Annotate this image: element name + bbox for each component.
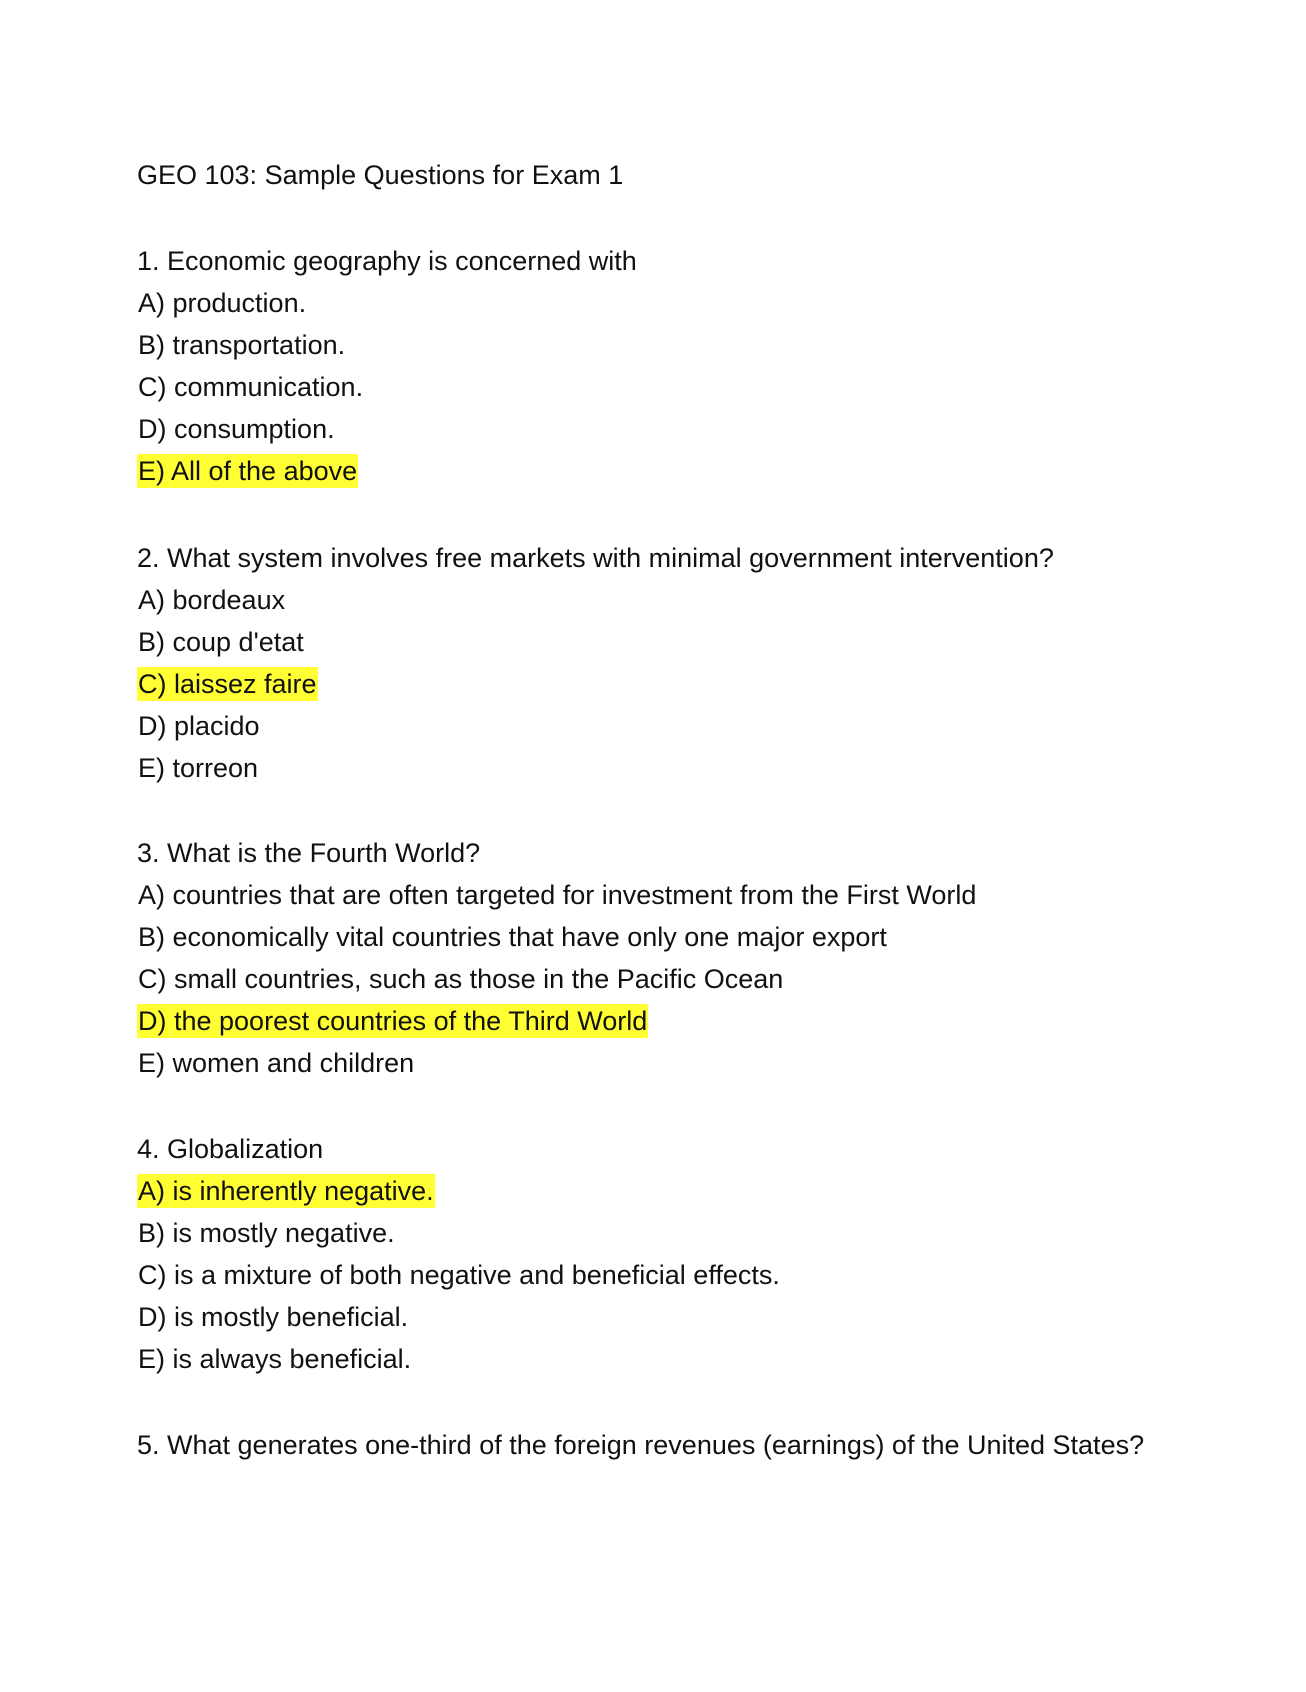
question-stem: 5. What generates one-third of the foreign revenues (earnings) of the United States? xyxy=(137,1430,1145,1460)
question-2 xyxy=(137,537,1197,789)
answer-options xyxy=(137,1170,1197,1380)
answer-option-text: B) economically vital countries that have only one major export xyxy=(138,922,887,952)
answer-option xyxy=(137,747,1197,789)
answer-option-text: C) is a mixture of both negative and beneficial effects. xyxy=(138,1260,780,1290)
answer-option xyxy=(137,282,1197,324)
answer-option-text: B) coup d'etat xyxy=(138,627,304,657)
answer-option xyxy=(137,1042,1197,1084)
answer-option xyxy=(137,1212,1197,1254)
question-stem: 2. What system involves free markets with minimal government intervention? xyxy=(137,543,1054,573)
answer-option xyxy=(137,1254,1197,1296)
answer-option xyxy=(137,1000,1197,1042)
question-4 xyxy=(137,1128,1197,1380)
answer-option xyxy=(137,450,1197,492)
answer-option xyxy=(137,408,1197,450)
answer-option xyxy=(137,324,1197,366)
answer-option xyxy=(137,874,1197,916)
answer-option-text: A) countries that are often targeted for investment from the First World xyxy=(138,880,977,910)
answer-options xyxy=(137,874,1197,1084)
answer-option-text: D) consumption. xyxy=(138,414,335,444)
answer-option-text: C) communication. xyxy=(138,372,364,402)
answer-option-text: E) torreon xyxy=(138,753,259,783)
answer-option-text: E) All of the above xyxy=(138,456,358,486)
answer-option-text: E) is always beneficial. xyxy=(138,1344,412,1374)
answer-option-text: A) bordeaux xyxy=(138,585,286,615)
answer-option xyxy=(137,663,1197,705)
question-3 xyxy=(137,832,1197,1084)
question-stem: 3. What is the Fourth World? xyxy=(137,838,481,868)
answer-option xyxy=(137,958,1197,1000)
answer-option-text: B) transportation. xyxy=(138,330,346,360)
document-title: GEO 103: Sample Questions for Exam 1 xyxy=(137,160,624,190)
answer-option xyxy=(137,366,1197,408)
answer-option xyxy=(137,1170,1197,1212)
answer-option-text: B) is mostly negative. xyxy=(138,1218,395,1248)
answer-options xyxy=(137,579,1197,789)
answer-option-text: A) is inherently negative. xyxy=(138,1176,434,1206)
answer-option xyxy=(137,705,1197,747)
answer-options xyxy=(137,282,1197,492)
answer-option xyxy=(137,579,1197,621)
answer-option-text: D) the poorest countries of the Third World xyxy=(138,1006,648,1036)
answer-option-text: C) laissez faire xyxy=(138,669,317,699)
answer-option xyxy=(137,916,1197,958)
question-stem: 1. Economic geography is concerned with xyxy=(137,246,637,276)
answer-option xyxy=(137,1338,1197,1380)
answer-option-text: E) women and children xyxy=(138,1048,415,1078)
question-1 xyxy=(137,240,1197,492)
answer-option-text: C) small countries, such as those in the Pacific Ocean xyxy=(138,964,784,994)
answer-option-text: D) is mostly beneficial. xyxy=(138,1302,409,1332)
answer-option-text: A) production. xyxy=(138,288,307,318)
answer-option-text: D) placido xyxy=(138,711,260,741)
answer-option xyxy=(137,621,1197,663)
question-5 xyxy=(137,1424,1197,1466)
question-stem: 4. Globalization xyxy=(137,1134,324,1164)
answer-option xyxy=(137,1296,1197,1338)
